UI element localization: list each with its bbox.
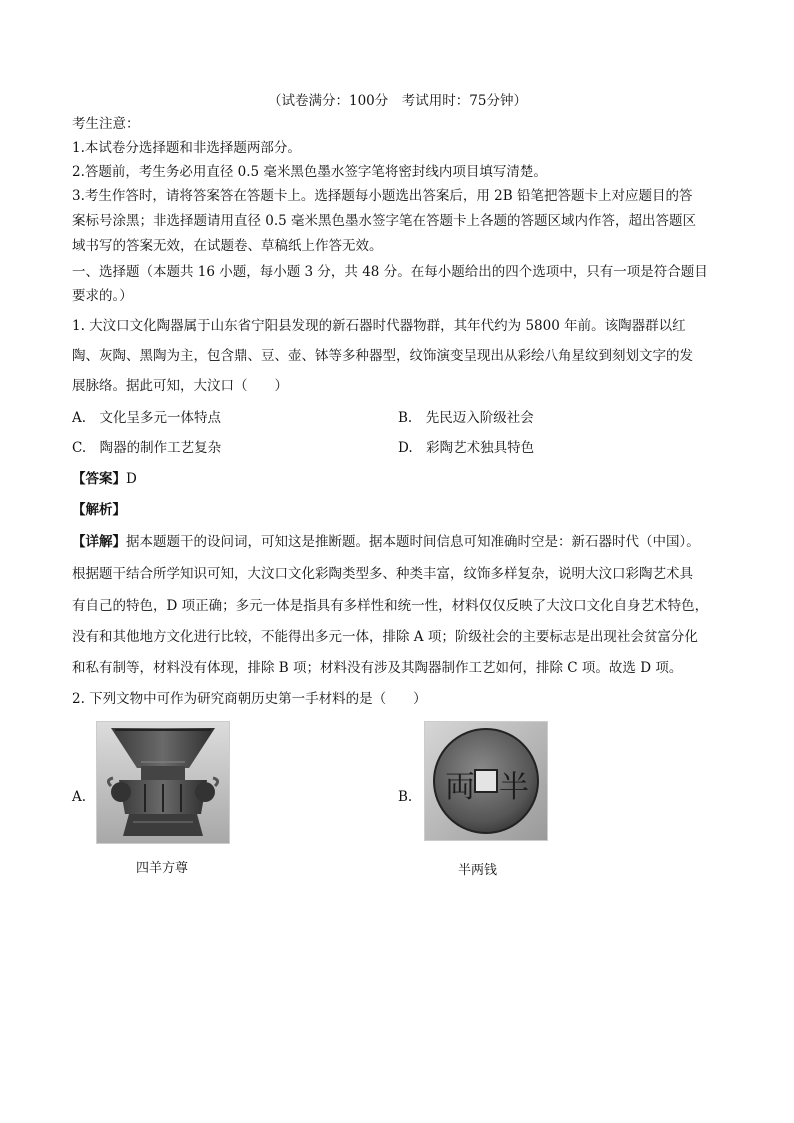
answer-value: D — [126, 471, 137, 487]
q1-stem: 1. 大汶口文化陶器属于山东省宁阳县发现的新石器时代器物群，其年代约为 5800 年前。该陶器群以红 — [72, 318, 686, 334]
q1-detail — [72, 532, 700, 552]
q1-option-d: D. 彩陶艺术独具特色 — [398, 440, 535, 456]
bronze-vessel-icon — [97, 722, 229, 843]
notice-item: 3.考生作答时，请将答案答在答题卡上。选择题每小题选出答案后，用 2B 铅笔把答题卡上对应题目的答 — [72, 188, 693, 204]
q1-detail: 有自己的特色，D 项正确；多元一体是指具有多样性和统一性，材料仅仅反映了大汶口文化自身艺术特色， — [72, 598, 709, 614]
q1-detail: 和私有制等，材料没有体现，排除 B 项；材料没有涉及其陶器制作工艺如何，排除 C 项。故选 D 项。 — [72, 660, 683, 676]
q1-detail: 没有和其他地方文化进行比较，不能得出多元一体，排除 A 项；阶级社会的主要标志是出现社会贫富分化 — [72, 629, 698, 645]
notice-title: 考生注意： — [72, 116, 140, 132]
notice-item: 1.本试卷分选择题和非选择题两部分。 — [72, 140, 301, 156]
q2-stem: 2. 下列文物中可作为研究商朝历史第一手材料的是（ ） — [72, 691, 427, 707]
q1-option-b: B. 先民迈入阶级社会 — [398, 410, 534, 426]
notice-item: 域书写的答案无效，在试题卷、草稿纸上作答无效。 — [72, 238, 383, 254]
answer-tag: 【答案】 — [72, 471, 126, 487]
q2-option-b-caption: 半两钱 — [458, 863, 498, 878]
exam-header-note: （试卷满分：100分 考试用时：75分钟） — [268, 93, 527, 109]
ban-liang-coin-image — [424, 721, 548, 841]
notice-item: 2.答题前，考生务必用直径 0.5 毫米黑色墨水签字笔将密封线内项目填写清楚。 — [72, 164, 547, 180]
q1-answer — [72, 469, 137, 489]
detail-text: 据本题题干的设问词，可知这是推断题。据本题时间信息可知准确时空是：新石器时代（中国）。 — [126, 534, 700, 550]
notice-item: 案标号涂黑；非选择题请用直径 0.5 毫米黑色墨水签字笔在答题卡上各题的答题区域内作答，超出答题区 — [72, 213, 697, 229]
four-ram-zun-image — [96, 721, 230, 844]
q2-option-b-label: B. — [398, 789, 413, 805]
q1-stem: 展脉络。据此可知，大汶口（ ） — [72, 378, 288, 394]
section-heading: 一、选择题（本题共 16 小题，每小题 3 分，共 48 分。在每小题给出的四个选项中，只有一项是符合题目 — [72, 264, 708, 280]
coin-glyph-right: 半 — [499, 770, 529, 805]
q2-option-a-label: A. — [72, 789, 87, 805]
detail-tag: 【详解】 — [72, 534, 126, 550]
section-heading: 要求的。） — [72, 288, 133, 304]
q1-option-c: C. 陶器的制作工艺复杂 — [72, 440, 222, 456]
analysis-tag: 【解析】 — [72, 502, 126, 518]
q2-option-a-caption: 四羊方尊 — [136, 861, 189, 876]
q1-detail: 根据题干结合所学知识可知，大汶口文化彩陶类型多、种类丰富，纹饰多样复杂，说明大汶口彩陶艺术具 — [72, 566, 693, 582]
coin-glyph-left: 両 — [445, 770, 475, 805]
q1-option-a: A. 文化呈多元一体特点 — [72, 410, 222, 426]
q1-stem: 陶、灰陶、黑陶为主，包含鼎、豆、壶、钵等多种器型，纹饰演变呈现出从彩绘八角星纹到刻划文字的发 — [72, 348, 693, 364]
